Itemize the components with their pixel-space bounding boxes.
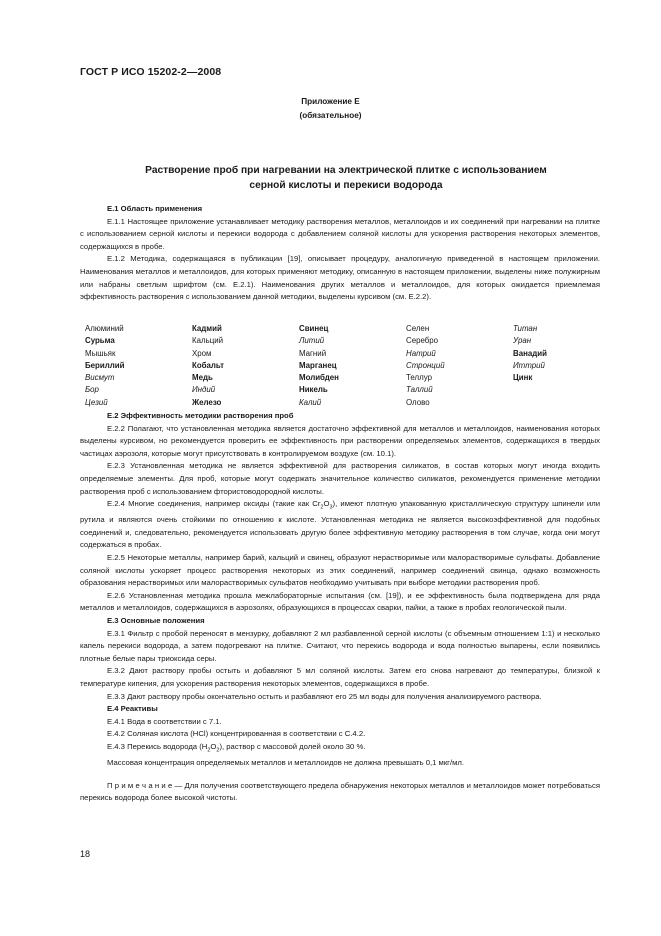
element-name: Марганец <box>299 360 337 370</box>
element-name: Алюминий <box>85 324 124 333</box>
section-e4-heading: Е.4 Реактивы <box>107 704 158 714</box>
annex-status: (обязательное) <box>299 111 362 120</box>
element-name: Бор <box>85 385 99 395</box>
element-name: Никель <box>299 385 328 395</box>
elements-col-4 <box>406 323 445 409</box>
element-name: Медь <box>192 373 213 383</box>
element-name: Ванадий <box>513 348 547 358</box>
element-name: Кальций <box>192 336 224 346</box>
element-name: Хром <box>192 348 212 358</box>
element-name: Уран <box>513 336 532 346</box>
para-e3-3: Е.3.3 Дают раствору пробы окончательно остыть и разбавляют его 25 мл воды для получения анализируемого раствора. <box>107 691 542 701</box>
element-name: Бериллий <box>85 360 125 370</box>
para-e4-3: Е.4.3 Перекись водорода $(H_2O_2)$, раствор с массовой долей около 30 %. <box>107 741 366 754</box>
section-e3-heading: Е.3 Основные положения <box>107 616 205 626</box>
elements-col-3 <box>299 323 339 409</box>
element-name: Олово <box>406 397 430 407</box>
element-name: Железо <box>192 397 222 407</box>
para-e4-2: Е.4.2 Cоляная кислота (HCl) концентрированная в соответствии с С.4.2. <box>107 729 366 739</box>
section-e2-heading: Е.2 Эффективность методики растворения проб <box>107 411 294 420</box>
element-name: Иттрий <box>513 360 545 370</box>
section-e1-heading: Е.1 Область применения <box>107 204 203 213</box>
para-e3-2: Е.3.2 Дают раствору пробы остыть и добавляют 5 мл соляной кислоты. Затем его снова нагревают до температуры, близкой к температуре кипения, для ускорения растворения некоторых элементов, содержащихся в пробе. <box>80 666 600 688</box>
element-name: Молибден <box>299 373 339 383</box>
element-name: Селен <box>406 324 430 333</box>
elements-col-5 <box>513 323 547 384</box>
element-name: Висмут <box>85 373 115 383</box>
elements-col-1 <box>85 323 124 409</box>
element-name: Цинк <box>513 373 533 383</box>
para-e3-1: Е.3.1 Фильтр с пробой переносят в мензурку, добавляют 2 мл разбавленной серной кислоты (с объемным отношением 1:1) и несколько капель перекиси водорода, а затем подогревают на плитке. Считают, что перекись водорода и вода полностью выпарены, если появились плотные белые пары триоксида серы. <box>80 628 600 663</box>
element-name: Сурьма <box>85 336 115 346</box>
element-name: Цезий <box>85 397 108 407</box>
annex-title-line2: серной кислоты и перекиси водорода <box>249 180 443 191</box>
element-name: Калий <box>299 397 322 407</box>
page-number: 18 <box>80 849 91 859</box>
annex-label: Приложение Е <box>301 97 360 106</box>
note-text: — Для получения соответствующего предела обнаружения некоторых металлов и металлоидов может потребоваться перекись водорода более высокой чистоты. <box>80 780 600 803</box>
element-name: Кобальт <box>192 360 224 370</box>
section-e1 <box>80 203 600 304</box>
element-name: Кадмий <box>192 324 222 333</box>
element-name: Теллур <box>406 373 432 383</box>
para-e1-2: Е.1.2 Методика, содержащаяся в публикации [19], описывает процедуру, аналогичную приведенной в настоящем приложении. Наименования металлов и металлоидов, для которых применяют методику, описанную в настоящем приложении, выделены ниже полужирным или набраны светлым шрифтом (см. Е.2.1). Наименования других металлов и металлоидов, для которых ожидается приемлемая эффективность растворения с использованием данной методики, выделены курсивом (см. Е.2.2). <box>80 254 600 302</box>
element-name: Индий <box>192 385 216 395</box>
element-name: Литий <box>299 336 325 346</box>
element-name: Мышьяк <box>85 348 116 358</box>
para-e1-1: Е.1.1 Настоящее приложение устанавливает методику растворения металлов, металлоидов и их соединений при нагревании на плитке с использованием серной кислоты и перекиси водорода с добавлением соляной кислоты для ускорения растворения некоторых элементов, содержащихся в пробе. <box>80 216 600 251</box>
annex-title-line1: Растворение проб при нагревании на электрической плитке с использованием <box>145 165 547 176</box>
para-e2-5: Е.2.5 Некоторые металлы, например барий, кальций и свинец, образуют нерастворимые или малорастворимые сульфаты. Добавление соляной кислоты ускоряет процесс растворения некоторых из этих соединений, например соединений свинца, однако возможность образования нерастворимых или малорастворимых сульфатов необходимо учитывать при выборе методики растворения проб. <box>80 553 600 588</box>
standard-header: ГОСТ Р ИСО 15202-2—2008 <box>80 66 222 78</box>
para-e4-1: Е.4.1 Вода в соответствии с 7.1. <box>107 716 222 726</box>
para-e2-6: Е.2.6 Установленная методика прошла межлабораторные испытания (см. [19]), и ее эффективность была подтверждена для ряда металлов и металлоидов, содержащихся в аэрозолях, образующихся в процессах сварки, пайки, а также в пробах геологической пыли. <box>80 590 600 613</box>
element-name: Серебро <box>406 336 439 346</box>
element-name: Натрий <box>406 348 436 358</box>
note-label: П р и м е ч а н и е <box>107 780 173 790</box>
element-name: Таллий <box>406 385 433 395</box>
para-e4-note-concentration: Массовая концентрация определяемых металлов и металлоидов не должна превышать 0,1 мкг/мл. <box>107 758 465 768</box>
section-e2 <box>80 410 600 805</box>
para-e2-3: Е.2.3 Установленная методика не является эффективной для растворения силикатов, в состав которых могут иногда входить определяемые элементы. Для проб, которые могут содержать значительное количество силикатов, рекомендуется применение методики растворения проб с использованием фтористоводородной кислоты. <box>80 461 600 496</box>
element-name: Титан <box>513 324 538 333</box>
para-e2-2: Е.2.2 Полагают, что установленная методика является достаточно эффективной для металлов и металлоидов, наименования которых выделены курсивом, но рекомендуется проверить ее эффективность при растворении определяемых элементов, содержащихся в твердых частицах аэрозоля, которые могут присутствовать в контролируемом воздухе (см. 10.1). <box>80 423 600 458</box>
element-name: Стронций <box>406 360 445 370</box>
element-name: Свинец <box>299 324 329 333</box>
note <box>80 780 600 805</box>
para-e2-4: Е.2.4 Многие соединения, например оксиды (такие как $Cr_2O_3$), имеют плотную упакованную кристаллическую структуру шпинели или рутила и являются очень стойкими по отношению к кислоте. Установленная методика не является высокоэффективной для подобных соединений и, следовательно, рекомендуется использовать другую более эффективную методику растворения в том случае, когда они могут содержаться в пробах. <box>80 499 600 550</box>
element-name: Магний <box>299 348 327 358</box>
elements-col-2 <box>192 323 224 409</box>
